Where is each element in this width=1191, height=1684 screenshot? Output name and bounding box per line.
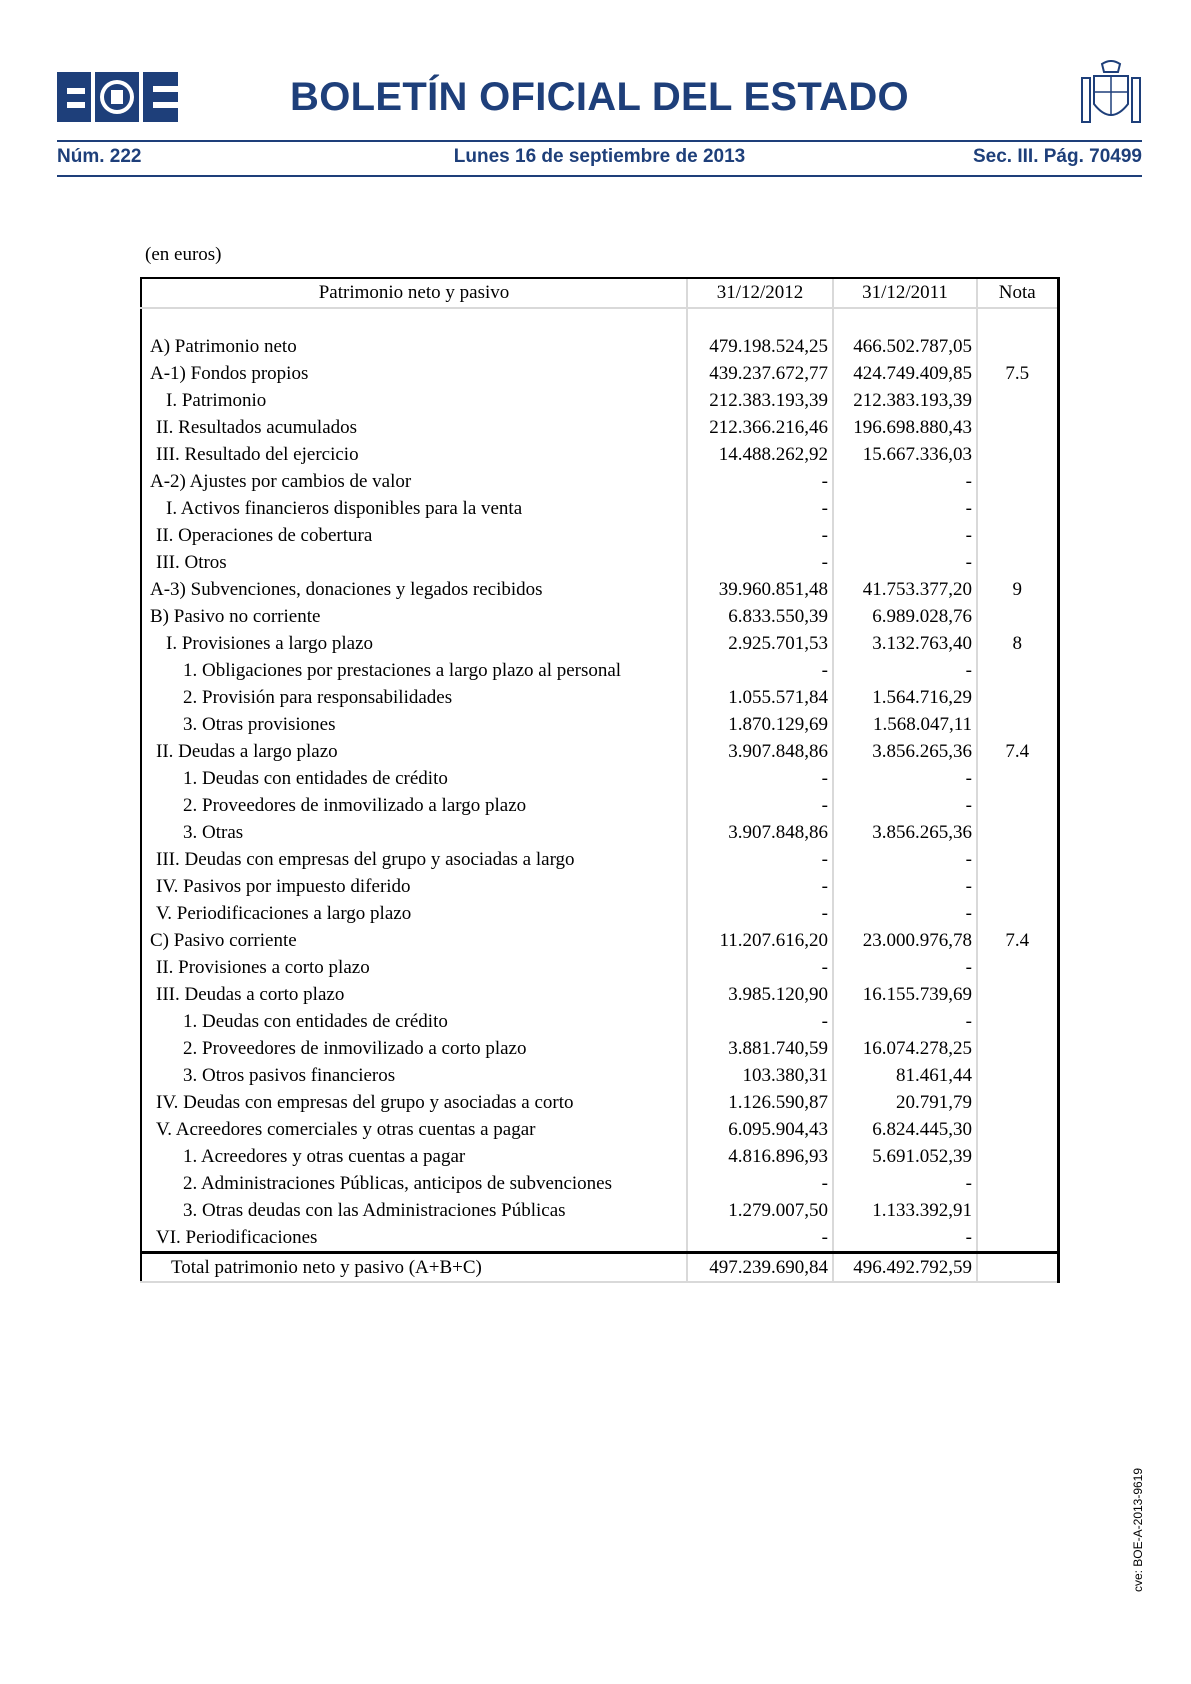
row-label: II. Resultados acumulados [141,414,687,441]
value-2011: 5.691.052,39 [833,1143,977,1170]
row-label: II. Provisiones a corto plazo [141,954,687,981]
row-label: 2. Administraciones Públicas, anticipos de subvenciones [141,1170,687,1197]
row-label: III. Resultado del ejercicio [141,441,687,468]
row-label: A-2) Ajustes por cambios de valor [141,468,687,495]
table-row [141,1062,1058,1089]
table-row [141,846,1058,873]
row-label: A-1) Fondos propios [141,360,687,387]
value-2012: - [687,1008,833,1035]
nota-ref: 7.5 [977,360,1058,387]
table-row [141,657,1058,684]
nota-ref [977,1170,1058,1197]
table-row [141,738,1058,765]
value-2012: 1.126.590,87 [687,1089,833,1116]
value-2012: - [687,765,833,792]
value-2012: 3.907.848,86 [687,819,833,846]
value-2012: 2.925.701,53 [687,630,833,657]
value-2012: 439.237.672,77 [687,360,833,387]
nota-ref [977,981,1058,1008]
table-row [141,684,1058,711]
nota-ref [977,333,1058,360]
nota-ref [977,954,1058,981]
row-label: VI. Periodificaciones [141,1224,687,1253]
nota-ref [977,441,1058,468]
row-label: C) Pasivo corriente [141,927,687,954]
table-header-row [141,278,1058,308]
nota-ref [977,414,1058,441]
nota-ref [977,1008,1058,1035]
value-2011: 496.492.792,59 [833,1253,977,1283]
table-row [141,1170,1058,1197]
cve-identifier [1128,1430,1148,1630]
table-row [141,792,1058,819]
table-row [141,630,1058,657]
table-row [141,819,1058,846]
value-2011: - [833,900,977,927]
value-2012: 4.816.896,93 [687,1143,833,1170]
issue-date: Lunes 16 de septiembre de 2013 [453,146,746,167]
value-2012: - [687,954,833,981]
value-2011: 6.989.028,76 [833,603,977,630]
table-row [141,441,1058,468]
table-row [141,765,1058,792]
row-label: IV. Deudas con empresas del grupo y asociadas a corto [141,1089,687,1116]
section-page: Sec. III. Pág. 70499 [973,146,1142,167]
value-2011: 1.568.047,11 [833,711,977,738]
value-2011: 20.791,79 [833,1089,977,1116]
value-2011: - [833,1224,977,1253]
table-row [141,981,1058,1008]
nota-ref [977,792,1058,819]
balance-sheet [140,277,1057,1283]
row-label: A-3) Subvenciones, donaciones y legados recibidos [141,576,687,603]
table-row [141,576,1058,603]
value-2011: 3.856.265,36 [833,819,977,846]
row-label: 2. Provisión para responsabilidades [141,684,687,711]
value-2012: 479.198.524,25 [687,333,833,360]
nota-ref [977,819,1058,846]
row-label: 3. Otras [141,819,687,846]
table-row [141,1035,1058,1062]
nota-ref: 7.4 [977,738,1058,765]
row-label: 2. Proveedores de inmovilizado a largo plazo [141,792,687,819]
value-2011: - [833,846,977,873]
nota-ref [977,684,1058,711]
value-2012: - [687,1224,833,1253]
row-label: 1. Obligaciones por prestaciones a largo plazo al personal [141,657,687,684]
table-row [141,873,1058,900]
table-row [141,414,1058,441]
table-row [141,900,1058,927]
row-label: 1. Deudas con entidades de crédito [141,765,687,792]
value-2012: 212.366.216,46 [687,414,833,441]
table-row [141,387,1058,414]
table-row [141,1197,1058,1224]
value-2012: 1.055.571,84 [687,684,833,711]
value-2011: 212.383.193,39 [833,387,977,414]
value-2011: 16.155.739,69 [833,981,977,1008]
table-row [141,927,1058,954]
row-label: V. Acreedores comerciales y otras cuentas a pagar [141,1116,687,1143]
page-header [57,60,1142,180]
value-2012: 6.833.550,39 [687,603,833,630]
nota-ref [977,468,1058,495]
value-2011: - [833,873,977,900]
value-2011: - [833,522,977,549]
value-2012: - [687,873,833,900]
nota-ref [977,1224,1058,1253]
nota-ref [977,1143,1058,1170]
nota-ref [977,495,1058,522]
issue-number: Núm. 222 [57,146,142,167]
value-2012: - [687,522,833,549]
value-2012: - [687,1170,833,1197]
row-label: I. Patrimonio [141,387,687,414]
row-label: IV. Pasivos por impuesto diferido [141,873,687,900]
nota-ref: 8 [977,630,1058,657]
table-total-row [141,1253,1058,1283]
column-header-concept: Patrimonio neto y pasivo [141,278,687,308]
row-label: III. Deudas a corto plazo [141,981,687,1008]
row-label: A) Patrimonio neto [141,333,687,360]
nota-ref [977,1116,1058,1143]
value-2011: - [833,1170,977,1197]
nota-ref: 7.4 [977,927,1058,954]
header-meta [57,146,1142,170]
value-2012: - [687,495,833,522]
header-divider-bottom [57,175,1142,177]
nota-ref [977,765,1058,792]
value-2011: 41.753.377,20 [833,576,977,603]
value-2011: - [833,954,977,981]
value-2011: 3.132.763,40 [833,630,977,657]
nota-ref [977,657,1058,684]
value-2012: - [687,549,833,576]
row-label: 3. Otros pasivos financieros [141,1062,687,1089]
value-2011: 6.824.445,30 [833,1116,977,1143]
nota-ref [977,846,1058,873]
table-row [141,1008,1058,1035]
row-label: II. Deudas a largo plazo [141,738,687,765]
row-label: 1. Deudas con entidades de crédito [141,1008,687,1035]
nota-ref [977,1062,1058,1089]
value-2011: 196.698.880,43 [833,414,977,441]
coat-of-arms-icon [1080,60,1142,130]
nota-ref [977,1035,1058,1062]
row-label: 3. Otras provisiones [141,711,687,738]
value-2011: 16.074.278,25 [833,1035,977,1062]
nota-ref [977,603,1058,630]
cve-text: cve: BOE-A-2013-9619 [1131,1467,1145,1593]
value-2011: 466.502.787,05 [833,333,977,360]
value-2012: - [687,900,833,927]
row-label: 3. Otras deudas con las Administraciones Públicas [141,1197,687,1224]
row-label: 2. Proveedores de inmovilizado a corto plazo [141,1035,687,1062]
table-row [141,522,1058,549]
nota-ref: 9 [977,576,1058,603]
row-label: III. Deudas con empresas del grupo y asociadas a largo [141,846,687,873]
table-row [141,603,1058,630]
value-2011: - [833,792,977,819]
table-row [141,495,1058,522]
currency-note: (en euros) [145,244,222,265]
nota-ref [977,549,1058,576]
table-row [141,1116,1058,1143]
table-row [141,954,1058,981]
value-2011: 23.000.976,78 [833,927,977,954]
table-row [141,1143,1058,1170]
value-2011: - [833,468,977,495]
nota-ref [977,873,1058,900]
value-2012: 6.095.904,43 [687,1116,833,1143]
table-row [141,1089,1058,1116]
column-header-2012: 31/12/2012 [687,278,833,308]
value-2011: 1.564.716,29 [833,684,977,711]
value-2011: 15.667.336,03 [833,441,977,468]
value-2011: - [833,1008,977,1035]
value-2012: 3.985.120,90 [687,981,833,1008]
row-label: I. Activos financieros disponibles para la venta [141,495,687,522]
value-2011: 424.749.409,85 [833,360,977,387]
value-2011: 81.461,44 [833,1062,977,1089]
value-2012: - [687,792,833,819]
table-row [141,1224,1058,1253]
value-2012: 212.383.193,39 [687,387,833,414]
value-2012: 3.881.740,59 [687,1035,833,1062]
row-label: V. Periodificaciones a largo plazo [141,900,687,927]
value-2012: 1.870.129,69 [687,711,833,738]
value-2011: - [833,495,977,522]
nota-ref [977,1253,1058,1283]
value-2011: 3.856.265,36 [833,738,977,765]
row-label: 1. Acreedores y otras cuentas a pagar [141,1143,687,1170]
value-2011: - [833,765,977,792]
nota-ref [977,522,1058,549]
value-2012: 3.907.848,86 [687,738,833,765]
row-label: II. Operaciones de cobertura [141,522,687,549]
value-2012: 39.960.851,48 [687,576,833,603]
nota-ref [977,387,1058,414]
balance-table [140,277,1060,1283]
value-2011: 1.133.392,91 [833,1197,977,1224]
value-2012: 11.207.616,20 [687,927,833,954]
value-2011: - [833,549,977,576]
page-title: BOLETÍN OFICIAL DEL ESTADO [290,75,909,119]
row-label: III. Otros [141,549,687,576]
value-2012: 1.279.007,50 [687,1197,833,1224]
column-header-nota: Nota [977,278,1058,308]
table-row [141,360,1058,387]
nota-ref [977,711,1058,738]
column-header-2011: 31/12/2011 [833,278,977,308]
value-2012: - [687,657,833,684]
value-2012: - [687,468,833,495]
value-2012: 14.488.262,92 [687,441,833,468]
nota-ref [977,900,1058,927]
value-2012: 103.380,31 [687,1062,833,1089]
value-2011: - [833,657,977,684]
table-row [141,549,1058,576]
table-row [141,711,1058,738]
nota-ref [977,1197,1058,1224]
value-2012: - [687,846,833,873]
table-spacer-row [141,308,1058,333]
table-row [141,468,1058,495]
value-2012: 497.239.690,84 [687,1253,833,1283]
header-divider-top [57,140,1142,142]
row-label: B) Pasivo no corriente [141,603,687,630]
table-row [141,333,1058,360]
row-label: I. Provisiones a largo plazo [141,630,687,657]
row-label: Total patrimonio neto y pasivo (A+B+C) [141,1253,687,1283]
nota-ref [977,1089,1058,1116]
